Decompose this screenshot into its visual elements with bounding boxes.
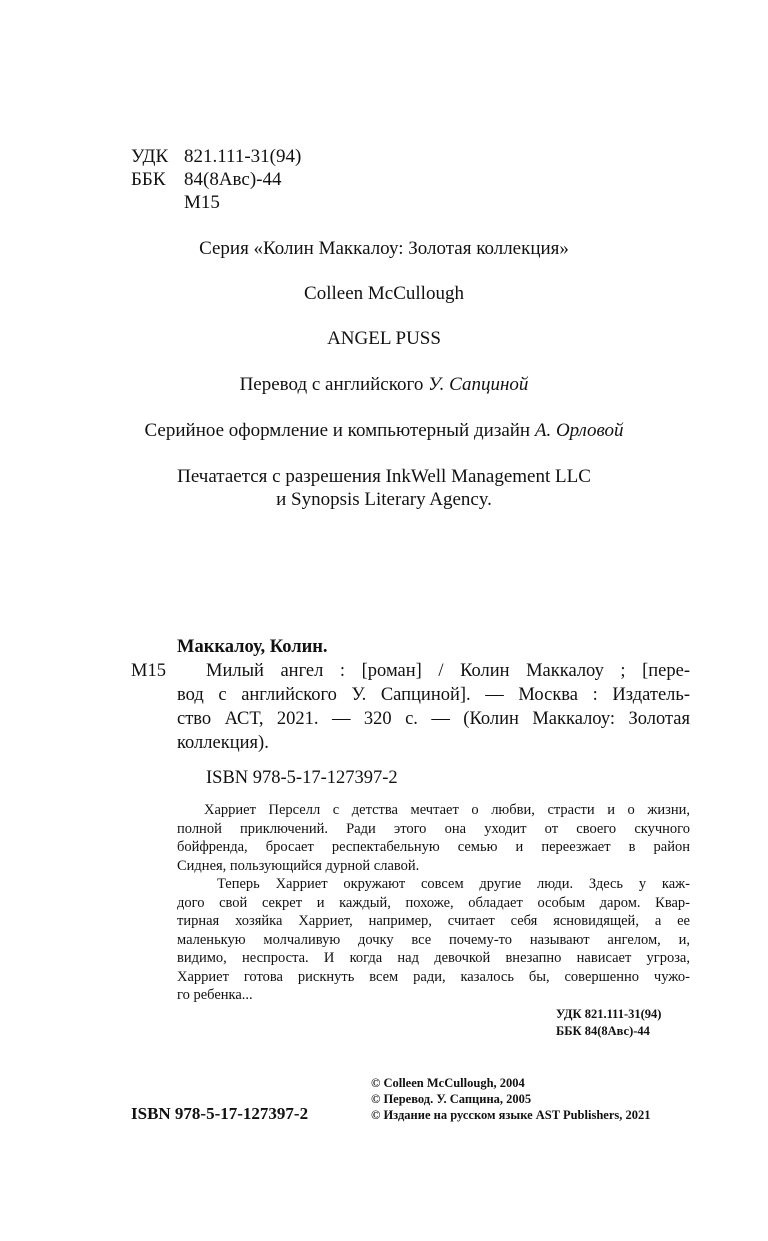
translator-name: У. Сапциной bbox=[428, 374, 529, 395]
isbn-bottom: ISBN 978-5-17-127397-2 bbox=[131, 1104, 309, 1123]
designer-name: А. Орловой bbox=[534, 420, 624, 441]
copyright-translation: © Перевод. У. Сапцина, 2005 bbox=[371, 1092, 532, 1106]
udk-value: 821.111-31(94) bbox=[184, 146, 302, 167]
annotation-line: го ребенка... bbox=[177, 987, 253, 1003]
bbk-bottom: ББК 84(8Авс)-44 bbox=[556, 1024, 650, 1038]
annotation-line: Харриет Перселл с детства мечтает о любви, страсти и о жизни, bbox=[204, 802, 690, 818]
bbk-value: 84(8Авс)-44 bbox=[184, 169, 282, 190]
series-line: Серия «Колин Маккалоу: Золотая коллекция» bbox=[199, 238, 569, 259]
udk-bottom: УДК 821.111-31(94) bbox=[556, 1007, 662, 1021]
bbk-label: ББК bbox=[131, 169, 166, 190]
annotation-line: дого свой секрет и каждый, похоже, обладает особым даром. Квар- bbox=[177, 894, 690, 911]
copyright-edition: © Издание на русском языке AST Publishers, 2021 bbox=[371, 1108, 651, 1122]
catalog-isbn: ISBN 978-5-17-127397-2 bbox=[206, 768, 398, 788]
catalog-line-3: ство АСТ, 2021. — 320 с. — (Колин Маккалоу: Золотая bbox=[177, 709, 690, 729]
permission-line-1: Печатается с разрешения InkWell Management LLC bbox=[177, 466, 591, 487]
annotation-line: маленькую молчаливую дочку все почему-то называют ангелом, и, bbox=[177, 931, 690, 948]
design-prefix: Серийное оформление и компьютерный дизайн bbox=[144, 420, 531, 441]
annotation-line: бойфренда, бросает респектабельную семью и переезжает в район bbox=[177, 839, 690, 855]
translation-credit bbox=[0, 374, 768, 396]
catalog-line-4: коллекция). bbox=[177, 733, 269, 753]
design-credit bbox=[0, 420, 768, 442]
annotation-line: Теперь Харриет окружают совсем другие люди. Здесь у каж- bbox=[217, 876, 690, 892]
copyright-author: © Colleen McCullough, 2004 bbox=[371, 1076, 525, 1090]
permission-line-2: и Synopsis Literary Agency. bbox=[276, 489, 492, 510]
catalog-heading: Маккалоу, Колин. bbox=[177, 637, 328, 657]
catalog-mark: М15 bbox=[131, 661, 166, 681]
annotation bbox=[177, 801, 690, 1005]
annotation-line: Сиднея, пользующийся дурной славой. bbox=[177, 857, 420, 874]
annotation-line: видимо, неспроста. И когда над девочкой внезапно нависает угроза, bbox=[177, 950, 690, 966]
catalog-line-2: вод с английского У. Сапциной]. — Москва : Издатель- bbox=[177, 685, 690, 705]
catalog-line-1: Милый ангел : [роман] / Колин Маккалоу ; [пере- bbox=[206, 661, 690, 681]
annotation-line: полной приключений. Ради этого она уходит от своего скучного bbox=[177, 820, 690, 837]
udk-label: УДК bbox=[131, 146, 169, 167]
original-title: ANGEL PUSS bbox=[327, 328, 441, 349]
annotation-line: Харриет готова рискнуть всем ради, казалось бы, совершенно чужо- bbox=[177, 968, 690, 985]
annotation-line: тирная хозяйка Харриет, например, считает себя ясновидящей, а ее bbox=[177, 913, 690, 929]
author-mark: М15 bbox=[184, 192, 220, 213]
translation-prefix: Перевод с английского bbox=[239, 374, 424, 395]
original-author: Colleen McCullough bbox=[304, 283, 464, 304]
